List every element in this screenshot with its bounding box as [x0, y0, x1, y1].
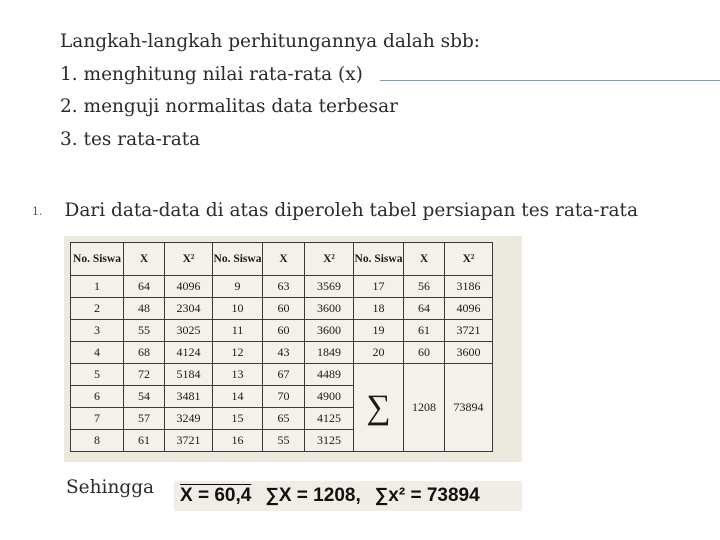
table-cell: 3600	[305, 298, 354, 320]
table-cell: 3125	[305, 430, 354, 452]
table-cell: 10	[213, 298, 263, 320]
intro-line: Langkah-langkah perhitungannya dalah sbb:	[60, 31, 481, 52]
column-header: No. Siswa	[354, 243, 404, 276]
table-cell: 7	[71, 408, 124, 430]
table-cell: 60	[404, 342, 445, 364]
step-1: 1. menghitung nilai rata-rata (x)	[60, 63, 363, 85]
table-cell: 3569	[305, 276, 354, 298]
table-cell: 4124	[165, 342, 213, 364]
table-cell: 3481	[165, 386, 213, 408]
table-cell: 1	[71, 276, 124, 298]
table-cell: 67	[263, 364, 305, 386]
table-header-row	[71, 243, 493, 276]
table-cell: 6	[71, 386, 124, 408]
table-cell: 2	[71, 298, 124, 320]
table-cell: 8	[71, 430, 124, 452]
table-cell: 55	[263, 430, 305, 452]
intro-steps	[60, 26, 480, 156]
table-cell: 57	[124, 408, 165, 430]
table-cell: 64	[124, 276, 165, 298]
formula-image	[174, 481, 522, 511]
sum-x-cell: 1208	[404, 364, 445, 452]
step-2: 2. menguji normalitas data terbesar	[60, 96, 398, 117]
table-image	[64, 236, 522, 462]
mean-formula: X = 60,4	[180, 485, 252, 506]
sum-symbol-cell: ∑	[354, 364, 404, 452]
table-cell: 61	[124, 430, 165, 452]
data-table	[70, 242, 493, 452]
table-cell: 4489	[305, 364, 354, 386]
table-cell: 3600	[445, 342, 493, 364]
table-cell: 3025	[165, 320, 213, 342]
table-cell: 65	[263, 408, 305, 430]
table-cell: 1849	[305, 342, 354, 364]
table-row	[71, 320, 493, 342]
column-header: X²	[445, 243, 493, 276]
table-cell: 4096	[165, 276, 213, 298]
table-cell: 72	[124, 364, 165, 386]
table-cell: 13	[213, 364, 263, 386]
table-cell: 5	[71, 364, 124, 386]
table-cell: 4125	[305, 408, 354, 430]
table-cell: 12	[213, 342, 263, 364]
table-row	[71, 342, 493, 364]
table-cell: 15	[213, 408, 263, 430]
column-header: X²	[305, 243, 354, 276]
column-header: No. Siswa	[213, 243, 263, 276]
column-header: No. Siswa	[71, 243, 124, 276]
table-cell: 60	[263, 298, 305, 320]
table-cell: 9	[213, 276, 263, 298]
sum-x2-cell: 73894	[445, 364, 493, 452]
table-cell: 3721	[445, 320, 493, 342]
table-cell: 68	[124, 342, 165, 364]
list-number: 1.	[32, 204, 43, 218]
table-cell: 4900	[305, 386, 354, 408]
conclusion-label: Sehingga	[66, 477, 155, 498]
table-cell: 63	[263, 276, 305, 298]
table-cell: 56	[404, 276, 445, 298]
table-row	[71, 364, 493, 386]
table-cell: 61	[404, 320, 445, 342]
table-cell: 14	[213, 386, 263, 408]
table-cell: 17	[354, 276, 404, 298]
table-cell: 5184	[165, 364, 213, 386]
sum-x-formula: ∑X = 1208,	[265, 485, 361, 506]
table-cell: 16	[213, 430, 263, 452]
list-item	[32, 200, 638, 221]
table-row	[71, 276, 493, 298]
table-cell: 18	[354, 298, 404, 320]
table-cell: 20	[354, 342, 404, 364]
table-cell: 54	[124, 386, 165, 408]
column-header: X	[404, 243, 445, 276]
table-cell: 3721	[165, 430, 213, 452]
column-header: X²	[165, 243, 213, 276]
table-cell: 48	[124, 298, 165, 320]
table-cell: 2304	[165, 298, 213, 320]
list-item-text: Dari data-data di atas diperoleh tabel persiapan tes rata-rata	[64, 200, 638, 221]
table-cell: 3600	[305, 320, 354, 342]
table-cell: 70	[263, 386, 305, 408]
table-cell: 4096	[445, 298, 493, 320]
table-cell: 3186	[445, 276, 493, 298]
column-header: X	[263, 243, 305, 276]
table-cell: 60	[263, 320, 305, 342]
table-cell: 64	[404, 298, 445, 320]
table-cell: 4	[71, 342, 124, 364]
table-cell: 3249	[165, 408, 213, 430]
table-cell: 55	[124, 320, 165, 342]
step-3: 3. tes rata-rata	[60, 128, 201, 150]
table-cell: 19	[354, 320, 404, 342]
table-cell: 43	[263, 342, 305, 364]
sum-x2-formula: ∑x² = 73894	[374, 485, 480, 506]
table-row	[71, 298, 493, 320]
column-header: X	[124, 243, 165, 276]
table-cell: 3	[71, 320, 124, 342]
table-cell: 11	[213, 320, 263, 342]
